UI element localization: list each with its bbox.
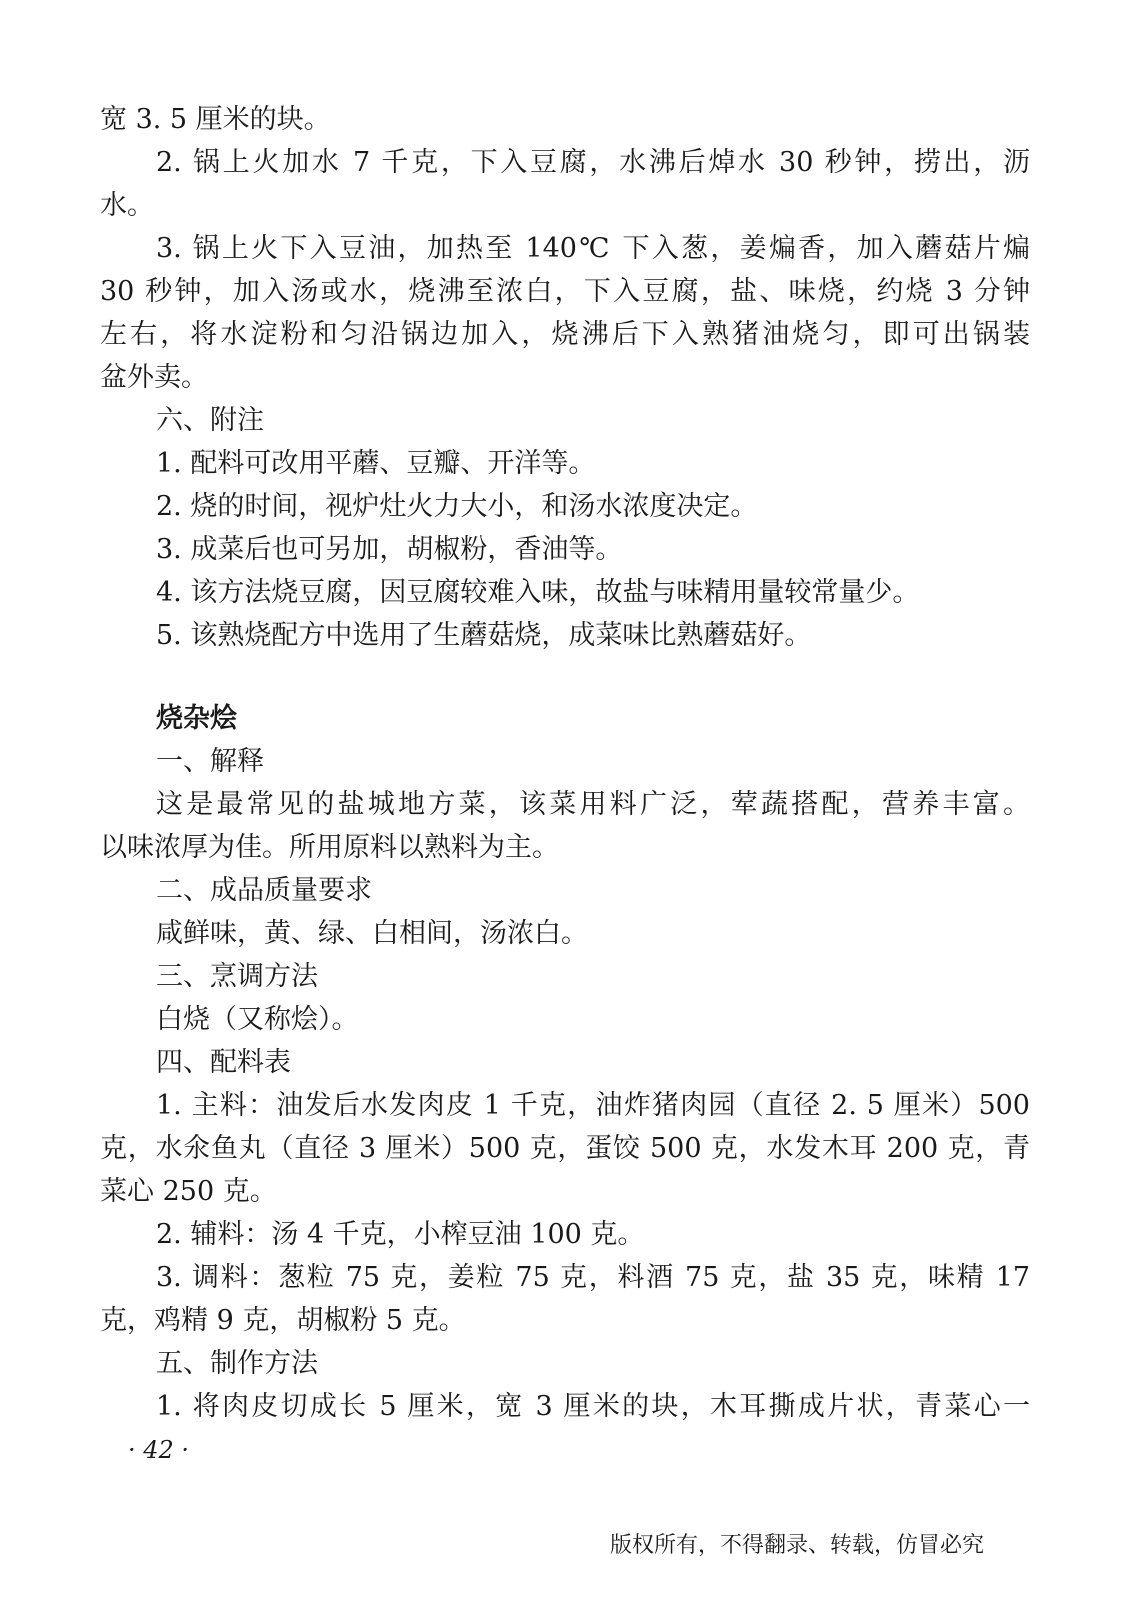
- text-line: 2. 烧的时间，视炉灶火力大小，和汤水浓度决定。: [156, 491, 758, 522]
- section-heading: 二、成品质量要求: [156, 875, 372, 906]
- text-line: 2. 辅料：汤 4 千克，小榨豆油 100 克。: [156, 1219, 645, 1250]
- text-line: 咸鲜味，黄、绿、白相间，汤浓白。: [156, 918, 588, 949]
- text-line: 4. 该方法烧豆腐，因豆腐较难入味，故盐与味精用量较常量少。: [156, 577, 920, 608]
- section-heading: 五、制作方法: [156, 1348, 318, 1379]
- text-line: 1. 配料可改用平蘑、豆瓣、开洋等。: [156, 448, 596, 479]
- text-line: 菜心 250 克。: [100, 1176, 277, 1207]
- text-line: 克，水氽鱼丸（直径 3 厘米）500 克，蛋饺 500 克，水发木耳 200 克，青: [100, 1133, 1030, 1164]
- text-line: 这是最常见的盐城地方菜，该菜用料广泛，荤蔬搭配，营养丰富。: [156, 789, 1030, 820]
- section-heading: 六、附注: [156, 405, 264, 436]
- text-line: 以味浓厚为佳。所用原料以熟料为主。: [100, 832, 559, 863]
- text-line: 克，鸡精 9 克，胡椒粉 5 克。: [100, 1305, 466, 1336]
- text-line: 水。: [100, 190, 154, 221]
- copyright-notice: 版权所有，不得翻录、转载，仿冒必究: [610, 1533, 985, 1558]
- section-heading: 三、烹调方法: [156, 961, 318, 992]
- text-line: 1. 主料：油发后水发肉皮 1 千克，油炸猪肉园（直径 2. 5 厘米）500: [156, 1090, 1030, 1121]
- text-line: 5. 该熟烧配方中选用了生蘑菇烧，成菜味比熟蘑菇好。: [156, 620, 812, 651]
- text-line: 3. 调料：葱粒 75 克，姜粒 75 克，料酒 75 克，盐 35 克，味精 17: [156, 1262, 1030, 1293]
- text-line: 宽 3. 5 厘米的块。: [100, 104, 331, 135]
- page-number: · 42 ·: [128, 1436, 190, 1464]
- text-line: 白烧（又称烩）。: [156, 1004, 359, 1035]
- text-line: 左右，将水淀粉和匀沿锅边加入，烧沸后下入熟猪油烧匀，即可出锅装: [100, 319, 1030, 350]
- section-heading: 四、配料表: [156, 1047, 291, 1078]
- text-line: 2. 锅上火加水 7 千克，下入豆腐，水沸后焯水 30 秒钟，捞出，沥: [156, 147, 1030, 178]
- recipe-title: 烧杂烩: [156, 703, 237, 734]
- text-line: 3. 成菜后也可另加，胡椒粉，香油等。: [156, 534, 623, 565]
- section-heading: 一、解释: [156, 746, 264, 777]
- text-line: 1. 将肉皮切成长 5 厘米，宽 3 厘米的块，木耳撕成片状，青菜心一: [156, 1391, 1030, 1422]
- text-line: 盆外卖。: [100, 362, 208, 393]
- text-line: 30 秒钟，加入汤或水，烧沸至浓白，下入豆腐，盐、味烧，约烧 3 分钟: [100, 276, 1030, 307]
- text-line: 3. 锅上火下入豆油，加热至 140℃ 下入葱，姜煸香，加入蘑菇片煸: [156, 233, 1030, 264]
